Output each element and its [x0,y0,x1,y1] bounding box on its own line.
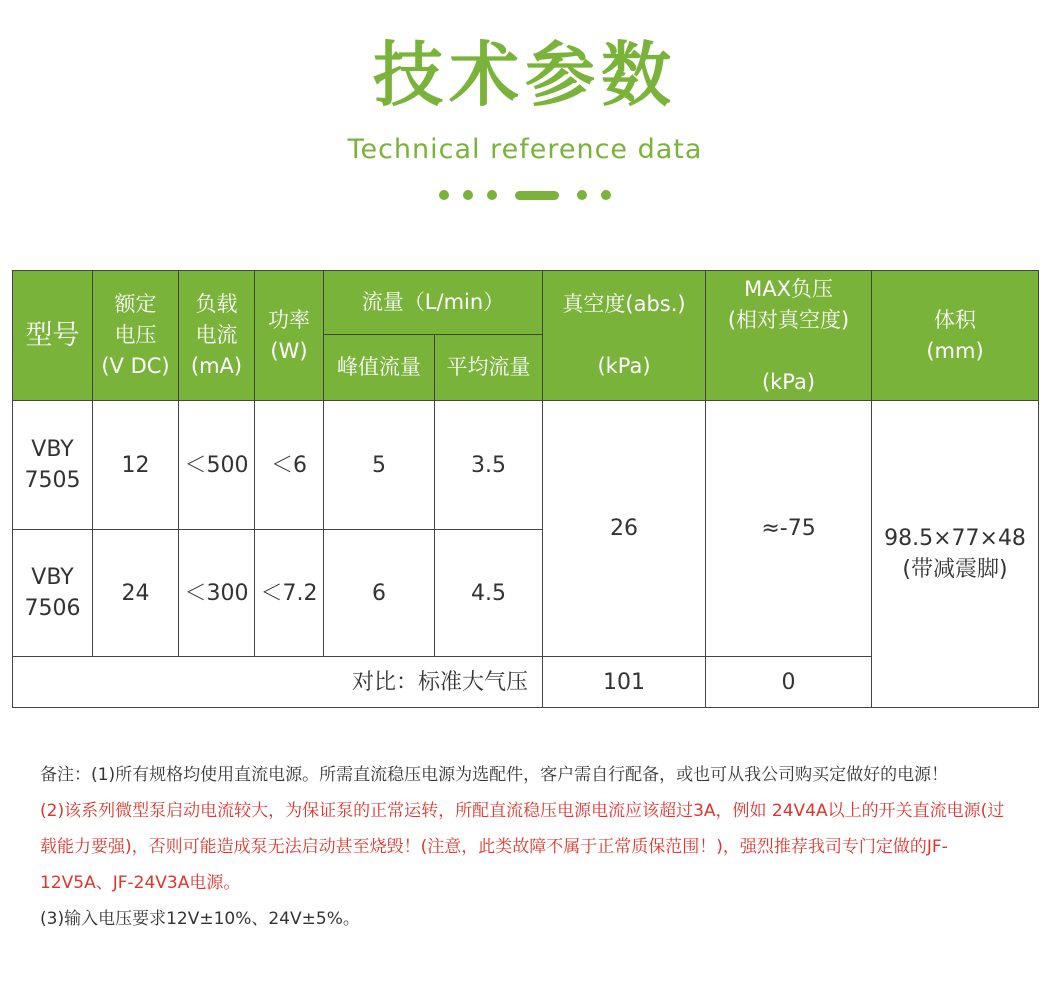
header-vacuum: 真空度(abs.) (kPa) [543,271,706,401]
divider-dot [439,190,449,200]
cell-avg-flow: 4.5 [435,530,543,657]
divider-bar [515,191,559,200]
cell-peak-flow: 5 [324,401,435,530]
header-model: 型号 [13,271,93,401]
header-volume: 体积 (mm) [872,271,1039,401]
header-peak-flow: 峰值流量 [324,335,435,401]
cell-volume: 98.5×77×48 (带减震脚) [872,401,1039,708]
header-current: 负载 电流 (mA) [179,271,255,401]
comparison-vacuum: 101 [543,657,706,708]
header-max-negative-pressure: MAX负压 (相对真空度) (kPa) [706,271,872,401]
note-1: 备注：(1)所有规格均使用直流电源。所需直流稳压电源为选配件，客户需自行配备，或也可从我公司购买定做好的电源！ [40,765,949,785]
notes-section [40,757,1015,937]
header-avg-flow: 平均流量 [435,335,543,401]
cell-avg-flow: 3.5 [435,401,543,530]
cell-power: ＜6 [255,401,324,530]
page-subtitle: Technical reference data [347,134,703,165]
cell-model: VBY 7505 [13,401,93,530]
cell-current: ＜500 [179,401,255,530]
table-row [13,401,1039,530]
header-power: 功率 (W) [255,271,324,401]
comparison-max-negative-pressure: 0 [706,657,872,708]
note-2-warning: (2)该系列微型泵启动电流较大，为保证泵的正常运转，所配直流稳压电源电流应该超过3A，例如 24V4A以上的开关直流电源(过载能力要强)，否则可能造成泵无法启动甚至烧毁！(注意，此类故障不属于正常质保范围！)，强烈推荐我司专门定做的JF-12V5A、JF-24V3A电源。 [40,801,1005,893]
cell-voltage: 24 [93,530,179,657]
note-3: (3)输入电压要求12V±10%、24V±5%。 [40,909,360,929]
spec-table [12,270,1039,708]
cell-max-negative-pressure: ≈-75 [706,401,872,657]
divider-dot [487,190,497,200]
divider-dot [601,190,611,200]
cell-current: ＜300 [179,530,255,657]
cell-model: VBY 7506 [13,530,93,657]
comparison-label: 对比：标准大气压 [13,657,543,708]
page-title: 技术参数 [373,34,677,116]
cell-peak-flow: 6 [324,530,435,657]
title-divider [0,190,1050,200]
divider-dot [463,190,473,200]
cell-voltage: 12 [93,401,179,530]
header-voltage: 额定 电压 (V DC) [93,271,179,401]
divider-dot [577,190,587,200]
cell-vacuum: 26 [543,401,706,657]
cell-power: ＜7.2 [255,530,324,657]
header-flow: 流量（L/min） [324,271,543,335]
